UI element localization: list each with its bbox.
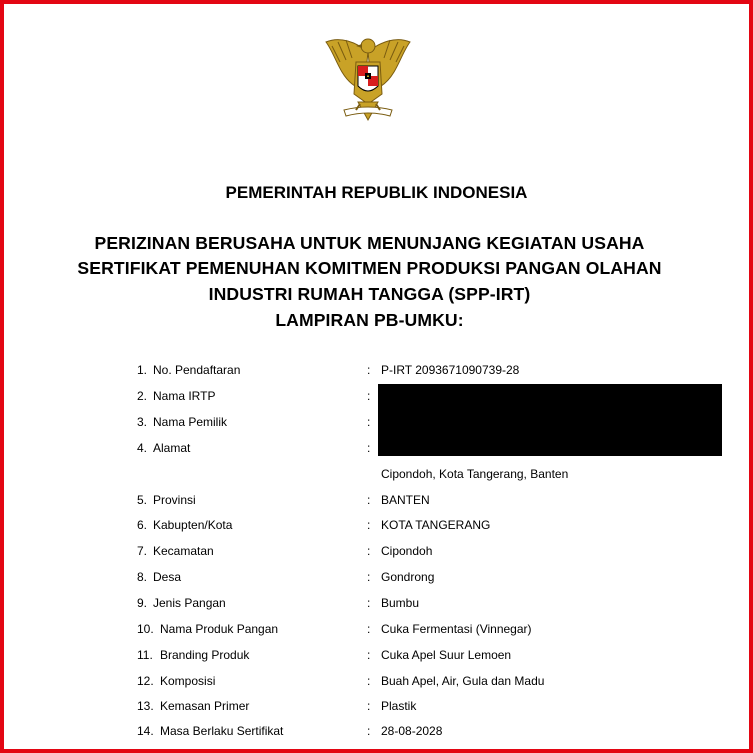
doc-title-line-2: SERTIFIKAT PEMENUHAN KOMITMEN PRODUKSI PANGAN OLAHAN xyxy=(77,258,662,278)
field-number: 2. xyxy=(137,389,148,403)
field-label: Komposisi xyxy=(160,674,216,688)
doc-title-line-4: LAMPIRAN PB-UMKU: xyxy=(275,310,464,330)
field-colon: : xyxy=(367,389,371,403)
redaction-block xyxy=(378,384,722,456)
field-number: 10. xyxy=(137,622,154,636)
field-row xyxy=(0,570,753,588)
field-colon: : xyxy=(367,415,371,429)
field-label: Nama IRTP xyxy=(153,389,216,403)
field-colon: : xyxy=(367,441,371,455)
field-label: Alamat xyxy=(153,441,191,455)
field-label: Provinsi xyxy=(153,493,196,507)
field-number: 9. xyxy=(137,596,148,610)
field-number: 3. xyxy=(137,415,148,429)
field-label: Kecamatan xyxy=(153,544,214,558)
field-colon: : xyxy=(367,596,371,610)
field-value: Cuka Fermentasi (Vinnegar) xyxy=(381,622,532,636)
field-row xyxy=(0,724,753,742)
government-heading: PEMERINTAH REPUBLIK INDONESIA xyxy=(225,183,528,202)
field-label: Kemasan Primer xyxy=(160,699,250,713)
field-row xyxy=(0,699,753,717)
field-value: Cipondoh xyxy=(381,544,433,558)
field-colon: : xyxy=(367,363,371,377)
field-row xyxy=(0,622,753,640)
field-colon: : xyxy=(367,622,371,636)
field-row xyxy=(0,596,753,614)
field-value: 28-08-2028 xyxy=(381,724,443,738)
field-number: 7. xyxy=(137,544,148,558)
doc-title-line-1: PERIZINAN BERUSAHA UNTUK MENUNJANG KEGIATAN USAHA xyxy=(94,233,645,253)
field-label: Nama Produk Pangan xyxy=(160,622,279,636)
field-row xyxy=(0,518,753,536)
field-colon: : xyxy=(367,518,371,532)
field-colon: : xyxy=(367,570,371,584)
field-number: 1. xyxy=(137,363,148,377)
field-number: 12. xyxy=(137,674,154,688)
field-label: Jenis Pangan xyxy=(153,596,226,610)
field-number: 4. xyxy=(137,441,148,455)
field-row xyxy=(0,467,753,485)
field-number: 11. xyxy=(137,648,153,662)
field-row xyxy=(0,674,753,692)
field-row xyxy=(0,493,753,511)
field-value: Bumbu xyxy=(381,596,420,610)
field-value: KOTA TANGERANG xyxy=(381,518,491,532)
field-row xyxy=(0,363,753,381)
field-colon: : xyxy=(367,724,371,738)
field-label: Branding Produk xyxy=(160,648,250,662)
field-colon: : xyxy=(367,699,371,713)
field-label: Nama Pemilik xyxy=(153,415,228,429)
field-label: Desa xyxy=(153,570,182,584)
field-row xyxy=(0,544,753,562)
field-label: No. Pendaftaran xyxy=(153,363,241,377)
field-row xyxy=(0,648,753,666)
field-colon: : xyxy=(367,648,371,662)
field-label: Kabupten/Kota xyxy=(153,518,233,532)
field-value: P-IRT 2093671090739-28 xyxy=(381,363,520,377)
field-colon: : xyxy=(367,544,371,558)
field-number: 14. xyxy=(137,724,154,738)
field-number: 13. xyxy=(137,699,154,713)
field-value: Cipondoh, Kota Tangerang, Banten xyxy=(381,467,569,481)
doc-title-line-3: INDUSTRI RUMAH TANGGA (SPP-IRT) xyxy=(208,284,531,304)
field-value: Gondrong xyxy=(381,570,435,584)
field-label: Masa Berlaku Sertifikat xyxy=(160,724,284,738)
field-value: Buah Apel, Air, Gula dan Madu xyxy=(381,674,545,688)
field-number: 6. xyxy=(137,518,148,532)
field-colon: : xyxy=(367,674,371,688)
field-colon: : xyxy=(367,493,371,507)
field-value: Plastik xyxy=(381,699,417,713)
field-value: Cuka Apel Suur Lemoen xyxy=(381,648,512,662)
field-value: BANTEN xyxy=(381,493,430,507)
garuda-emblem-icon xyxy=(318,32,418,126)
field-number: 8. xyxy=(137,570,148,584)
field-number: 5. xyxy=(137,493,148,507)
